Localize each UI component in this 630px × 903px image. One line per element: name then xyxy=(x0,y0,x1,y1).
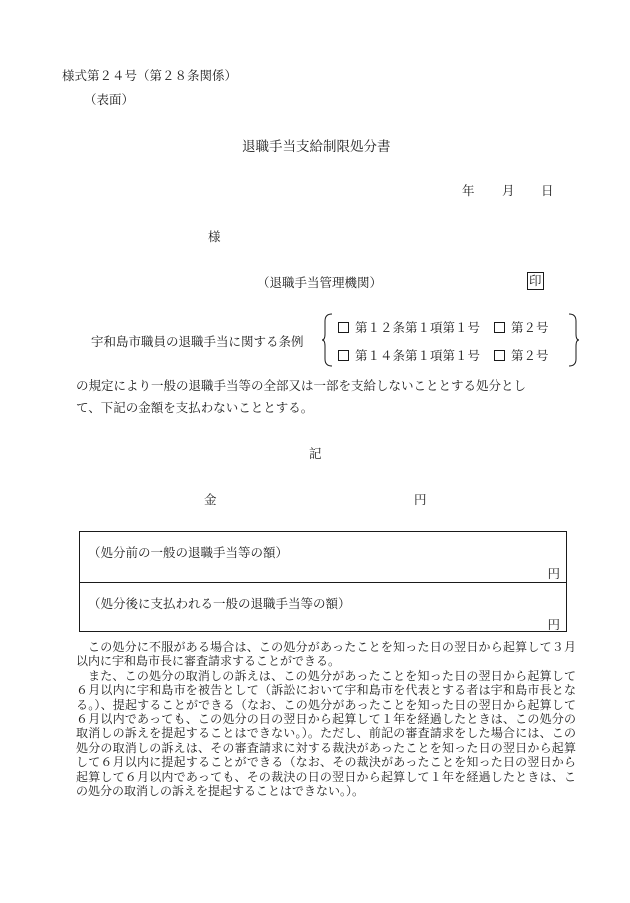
after-amount-label: （処分後に支払われる一般の退職手当等の額） xyxy=(88,596,351,611)
document-title: 退職手当支給制限処分書 xyxy=(242,139,391,155)
amount-label: 金 xyxy=(204,492,217,507)
checkbox-icon[interactable] xyxy=(494,350,505,361)
date-year: 年 xyxy=(462,183,475,198)
seal-mark: 印 xyxy=(529,273,542,288)
body-text-line-1: の規定により一般の退職手当等の全部又は一部を支給しないこととする処分とし xyxy=(76,378,527,393)
before-amount-label: （処分前の一般の退職手当等の額） xyxy=(88,545,289,560)
amount-table xyxy=(79,531,567,632)
appeal-notes xyxy=(76,640,576,798)
note-paragraph-2: また、この処分の取消しの訴えは、この処分があったことを知った日の翌日から起算して６月以内に宇和島市を被告として（訴訟において宇和島市を代表とする者は宇和島市長となる。）、提起することができる（なお、この処分があったことを知った日の翌日から起算して６月以内であっても、この処分の日の翌日から起算して１年を経過したときは、この処分の取消しの訴えを提起することはできない。）。ただし、前記の審査請求をした場合には、この処分の取消しの訴えは、その審査請求に対する裁決があったことを知った日の翌日から起算して６月以内に提起することができる（なお、その裁決があったことを知った日の翌日から起算して６月以内であっても、その裁決の日の翌日から起算して１年を経過したときは、この処分の取消しの訴えを提起することはできない。）。 xyxy=(76,668,576,799)
checkbox-icon[interactable] xyxy=(494,322,505,333)
recipient-suffix: 様 xyxy=(208,229,221,244)
after-amount-unit: 円 xyxy=(547,617,560,632)
form-number: 様式第２４号（第２８条関係） xyxy=(62,68,238,83)
table-divider xyxy=(80,582,566,583)
before-amount-unit: 円 xyxy=(547,566,560,581)
ordinance-option-2: 第１４条第１項第１号 第２号 xyxy=(338,346,549,364)
ordinance-option-1: 第１２条第１項第１号 第２号 xyxy=(338,318,549,336)
amount-unit: 円 xyxy=(414,492,427,507)
ki-heading: 記 xyxy=(309,446,322,461)
ordinance-name: 宇和島市職員の退職手当に関する条例 xyxy=(91,334,304,349)
side-label: （表面） xyxy=(84,92,135,107)
note-paragraph-1: この処分に不服がある場合は、この処分があったことを知った日の翌日から起算して３月以内に宇和島市長に審査請求することができる。 xyxy=(76,640,576,669)
date-day: 日 xyxy=(541,183,554,198)
issuer: （退職手当管理機関） xyxy=(257,275,383,290)
checkbox-icon[interactable] xyxy=(338,350,349,361)
body-text-line-2: て、下記の金額を支払わないこととする。 xyxy=(76,400,314,415)
left-brace xyxy=(322,313,334,367)
right-brace xyxy=(567,313,579,367)
checkbox-icon[interactable] xyxy=(338,322,349,333)
date-month: 月 xyxy=(502,183,515,198)
